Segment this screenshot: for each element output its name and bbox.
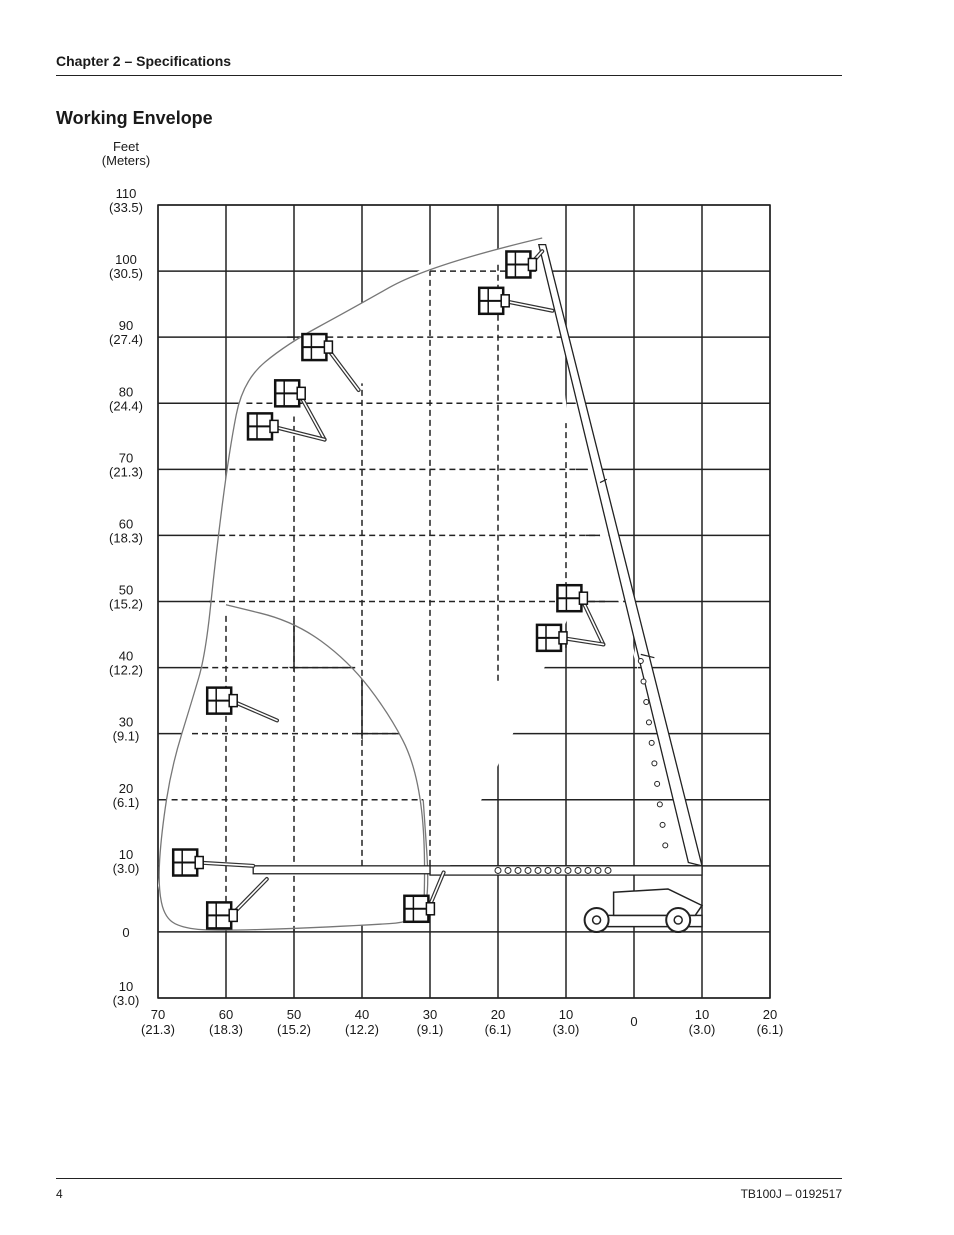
x-tick-label: (9.1) <box>416 1022 444 1037</box>
y-tick-label: 0 <box>122 924 130 940</box>
y-tick-label: (6.1) <box>112 794 140 810</box>
basket-rotator <box>324 341 332 353</box>
y-tick-label: 100 <box>115 252 137 268</box>
y-tick-label: (18.3) <box>109 530 143 546</box>
basket-rotator <box>270 420 278 432</box>
x-tick-label: (18.3) <box>209 1022 243 1037</box>
x-tick-label: (6.1) <box>484 1022 512 1037</box>
y-tick-label: (15.2) <box>109 596 143 612</box>
y-tick-label: (27.4) <box>109 332 143 348</box>
boom-hole <box>585 867 591 873</box>
y-tick-label: (12.2) <box>109 662 143 678</box>
basket-rotator <box>229 909 237 921</box>
y-tick-label: (24.4) <box>109 398 143 414</box>
boom-hole <box>660 822 665 827</box>
y-tick-label: 10 <box>118 846 134 862</box>
boom-hole <box>595 867 601 873</box>
boom-hole <box>505 867 511 873</box>
y-tick-label: (3.0) <box>112 993 140 1008</box>
basket-rotator <box>528 258 536 270</box>
x-tick-label: (12.2) <box>345 1022 379 1037</box>
x-tick-label: 20 <box>490 1007 506 1022</box>
document-id: TB100J – 0192517 <box>740 1187 842 1201</box>
x-tick-label: (6.1) <box>756 1022 784 1037</box>
boom-hole <box>644 699 649 704</box>
x-tick-label: 70 <box>150 1007 166 1022</box>
x-tick-label: 10 <box>694 1007 710 1022</box>
basket-rotator <box>229 695 237 707</box>
y-axis-unit-label: Feet <box>112 139 140 154</box>
y-tick-label: (3.0) <box>112 860 140 876</box>
page-number: 4 <box>56 1187 63 1201</box>
y-tick-label: 60 <box>118 516 134 532</box>
boom-hole <box>657 802 662 807</box>
boom-hole <box>641 679 646 684</box>
front-wheel-hub <box>593 916 601 924</box>
turntable <box>614 889 702 915</box>
boom-hole <box>575 867 581 873</box>
platform-basket <box>537 625 603 651</box>
y-tick-label: 110 <box>115 186 137 201</box>
x-tick-label: 10 <box>558 1007 574 1022</box>
y-tick-label: 50 <box>118 582 134 598</box>
x-tick-label: (3.0) <box>552 1022 580 1037</box>
x-tick-label: 60 <box>218 1007 234 1022</box>
y-tick-label: (33.5) <box>109 200 143 215</box>
basket-rotator <box>297 387 305 399</box>
jib-arm-inner <box>581 598 603 644</box>
x-tick-label: 50 <box>286 1007 302 1022</box>
boom-hole <box>655 781 660 786</box>
boom-hole <box>535 867 541 873</box>
boom-hole <box>638 658 643 663</box>
y-tick-label: (30.5) <box>109 266 143 282</box>
boom-hole <box>646 720 651 725</box>
section-title: Working Envelope <box>56 108 213 128</box>
x-tick-label: (21.3) <box>141 1022 175 1037</box>
x-tick-label: 30 <box>422 1007 438 1022</box>
y-tick-label: 10 <box>118 979 134 994</box>
boom-hole <box>545 867 551 873</box>
basket-rotator <box>195 857 203 869</box>
y-axis-unit-label-meters: (Meters) <box>101 153 151 168</box>
y-tick-label: 80 <box>118 384 134 400</box>
footer-rule <box>56 1178 842 1179</box>
y-tick-label: 40 <box>118 648 134 664</box>
y-tick-label: 30 <box>118 714 134 730</box>
basket-rotator <box>559 632 567 644</box>
y-tick-label: 70 <box>118 450 134 466</box>
boom-hole <box>515 867 521 873</box>
y-tick-label: (21.3) <box>109 464 143 480</box>
basket-rotator <box>579 592 587 604</box>
horizontal-boom-fly <box>253 866 430 874</box>
x-tick-label: 20 <box>762 1007 778 1022</box>
boom-hole <box>495 867 501 873</box>
rear-wheel-hub <box>674 916 682 924</box>
boom-hole <box>555 867 561 873</box>
boom-hole <box>525 867 531 873</box>
boom-hole <box>605 867 611 873</box>
boom-hole <box>649 740 654 745</box>
y-tick-label: (9.1) <box>112 728 140 744</box>
basket-rotator <box>426 903 434 915</box>
x-tick-label: (3.0) <box>688 1022 716 1037</box>
basket-rotator <box>501 295 509 307</box>
y-tick-label: 20 <box>118 780 134 796</box>
x-tick-label: (15.2) <box>277 1022 311 1037</box>
boom-hole <box>652 761 657 766</box>
x-tick-label: 40 <box>354 1007 370 1022</box>
y-tick-label: 90 <box>118 318 134 334</box>
x-tick-label: 0 <box>630 1014 638 1029</box>
boom-hole <box>663 843 668 848</box>
boom-hole <box>565 867 571 873</box>
chapter-header: Chapter 2 – Specifications <box>56 53 232 69</box>
